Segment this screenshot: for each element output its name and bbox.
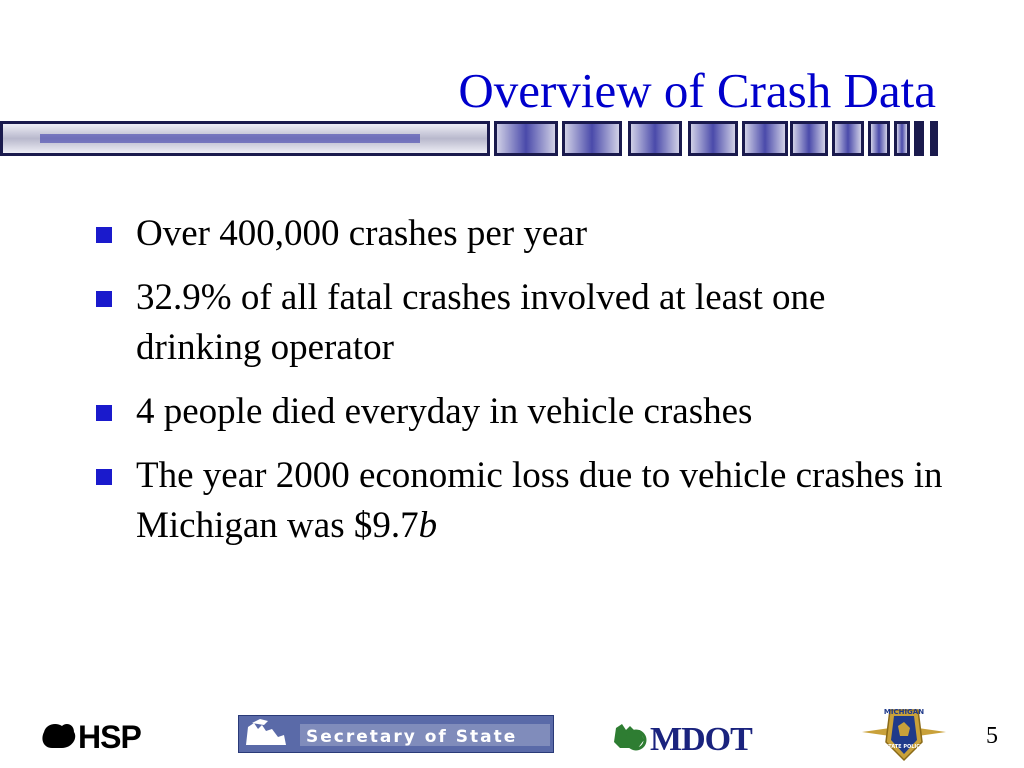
svg-text:HSP: HSP bbox=[78, 719, 141, 754]
michigan-state-police-logo bbox=[860, 702, 948, 766]
mdot-logo bbox=[610, 718, 834, 756]
decorative-box-fill bbox=[793, 124, 825, 153]
decorative-box bbox=[914, 121, 924, 156]
page-number: 5 bbox=[986, 723, 998, 749]
svg-text:Secretary of State: Secretary of State bbox=[306, 727, 518, 747]
square-bullet-icon bbox=[96, 227, 112, 243]
bullet-text: The year 2000 economic loss due to vehicle crashes in Michigan was $9.7 bbox=[136, 455, 943, 546]
decorative-box-fill bbox=[691, 124, 735, 153]
decorative-box-fill bbox=[897, 124, 907, 153]
bullet-text: 4 people died everyday in vehicle crashes bbox=[136, 391, 753, 432]
decorative-box-fill bbox=[745, 124, 785, 153]
decorative-box-fill bbox=[835, 124, 861, 153]
bullet-item bbox=[96, 209, 956, 259]
decorative-box-fill bbox=[871, 124, 887, 153]
slide-title: Overview of Crash Data bbox=[458, 63, 936, 118]
svg-text:MICHIGAN: MICHIGAN bbox=[883, 708, 925, 716]
decorative-box-fill bbox=[631, 124, 679, 153]
bullet-list bbox=[96, 209, 956, 565]
square-bullet-icon bbox=[96, 405, 112, 421]
decorative-box-fill bbox=[497, 124, 555, 153]
svg-text:MDOT: MDOT bbox=[650, 721, 752, 756]
decorative-box bbox=[930, 121, 938, 156]
svg-text:STATE POLICE: STATE POLICE bbox=[884, 744, 924, 750]
bullet-text: Over 400,000 crashes per year bbox=[136, 213, 588, 254]
bullet-item bbox=[96, 451, 956, 551]
decorative-box-fill bbox=[565, 124, 619, 153]
decorative-box-strip bbox=[494, 121, 938, 156]
secretary-of-state-logo bbox=[238, 715, 554, 753]
square-bullet-icon bbox=[96, 469, 112, 485]
decorative-title-bar bbox=[0, 121, 940, 156]
bullet-text-italic: b bbox=[418, 505, 438, 546]
bullet-item bbox=[96, 387, 956, 437]
ohsp-logo bbox=[38, 718, 198, 754]
bullet-text: 32.9% of all fatal crashes involved at least one drinking operator bbox=[136, 277, 826, 368]
square-bullet-icon bbox=[96, 291, 112, 307]
bullet-item bbox=[96, 273, 956, 373]
